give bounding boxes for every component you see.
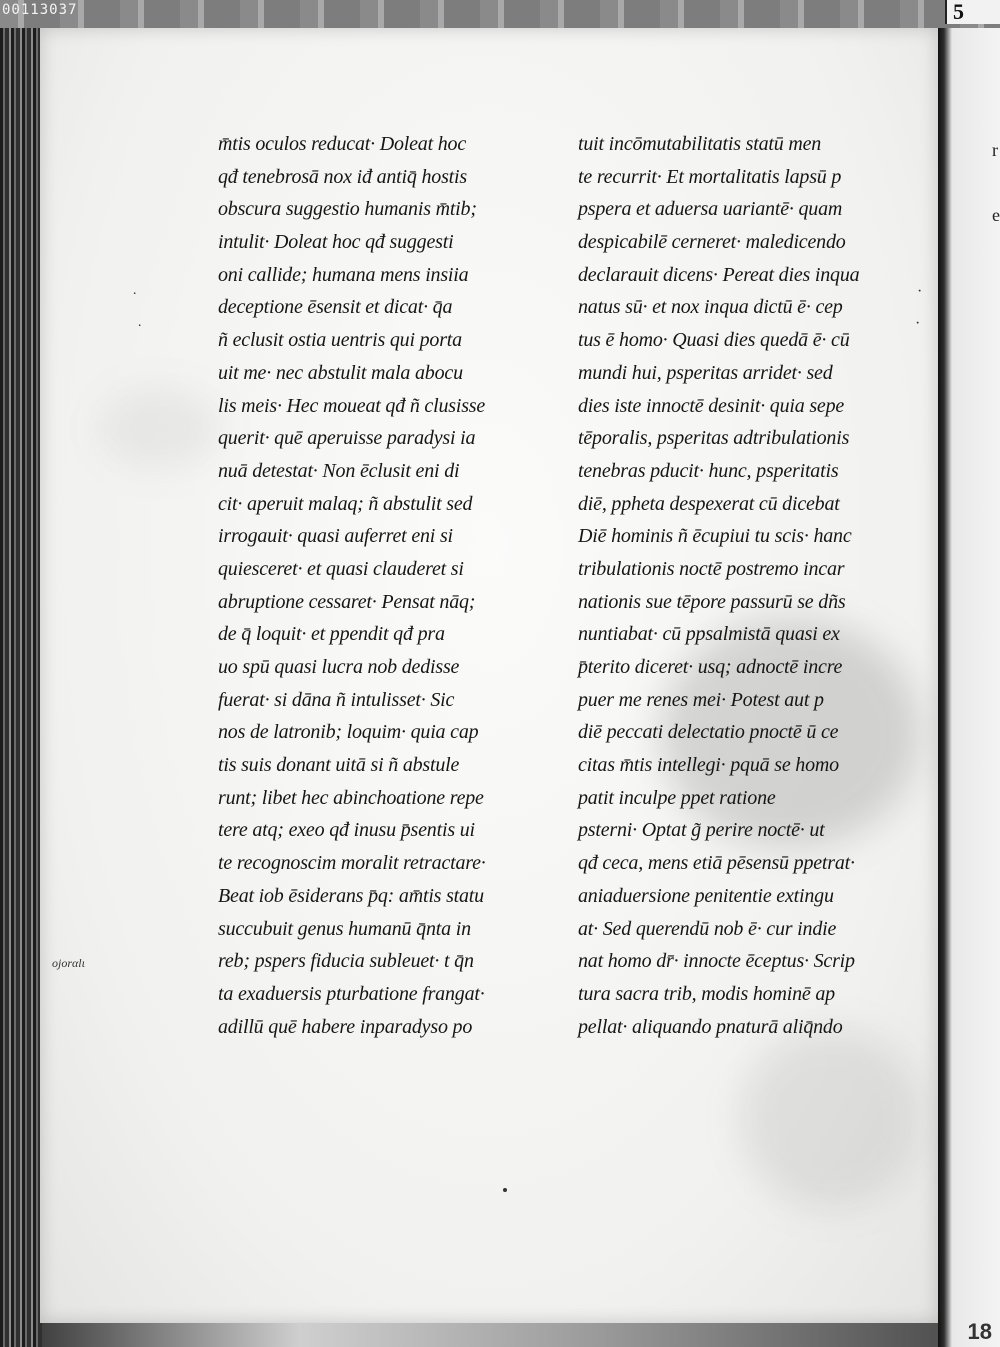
margin-mark: ˙ [137, 322, 143, 339]
text-line: pellat· aliquando pnaturā aliq̄ndo [578, 1015, 843, 1038]
box-number: 5 [945, 0, 1000, 24]
margin-mark: · [917, 283, 923, 300]
text-line: uo spū quasi lucra nob dedisse [218, 656, 460, 678]
text-line: adillū quē habere inparadyso po [218, 1015, 473, 1038]
text-line: nuntiabat· cū ppsalmistā quasi ex [578, 623, 840, 646]
archive-id: 00113037 [2, 2, 78, 18]
text-line: deceptione ēsensit et dicat· q̄a [218, 296, 453, 319]
marginal-note: οjοrαlι [52, 956, 85, 970]
text-line: tere atq; exeo qđ inusu p̄sentis ui [218, 819, 475, 842]
text-line: tenebras pducit· hunc, psperitatis [578, 459, 839, 482]
text-line: natus sū· et nox inqua dictū ē· cep [578, 296, 843, 319]
text-line: nos de latronib; loquim· quia cap [218, 721, 479, 744]
text-line: tuit incōmutabilitatis statū men [578, 133, 822, 155]
text-line: nuā detestat· Non ēclusit eni di [218, 459, 460, 482]
text-line: citas m̄tis intellegi· pquā se homo [578, 754, 839, 777]
text-line: te recurrit· Et mortalitatis lapsū p [578, 165, 842, 188]
text-column-left [218, 128, 486, 1043]
text-line: pspera et aduersa uariantē· quam [578, 198, 843, 221]
text-line: ta exaduersis pturbatione frangat· [218, 982, 485, 1005]
facing-folio-edge [938, 28, 1000, 1347]
text-line: quiesceret· et quasi clauderet si [218, 557, 464, 580]
text-line: tura sacra trib, modis hominē ap [578, 982, 835, 1005]
text-line: te recognoscim moralit retractare· [218, 852, 486, 875]
text-line: nationis sue tēpore passurū se dñs [578, 590, 846, 613]
text-line: ñ eclusit ostia uentris qui porta [218, 329, 462, 352]
text-column-right [578, 128, 859, 1043]
text-line: puer me renes mei· Potest aut p [578, 688, 824, 711]
text-line: m̄tis oculos reducat· Doleat hoc [218, 133, 467, 155]
facing-page-letter: e [992, 205, 1000, 225]
text-line: qđ ceca, mens etiā pēsensū ppetrat· [578, 852, 855, 875]
margin-mark: ˙ [132, 290, 138, 307]
text-line: declarauit dicens· Pereat dies inqua [578, 263, 860, 286]
folio-label: 18 [967, 1319, 992, 1344]
text-line: despicabilē cerneret· maledicendo [578, 231, 846, 254]
text-line: abruptione cessaret· Pensat nāq; [218, 590, 476, 613]
text-line: tribulationis noctē postremo incar [578, 557, 845, 580]
text-line: mundi hui, psperitas arridet· sed [578, 361, 833, 384]
text-line: nat homo dr̄· innocte ēceptus· Scrip [578, 950, 855, 973]
text-line: qđ tenebrosā nox iđ antiq̄ hostis [218, 165, 467, 188]
text-line: uit me· nec abstulit mala abocu [218, 361, 463, 384]
text-line: intulit· Doleat hoc qđ suggesti [218, 231, 454, 254]
faint-stain [100, 388, 220, 468]
text-line: succubuit genus humanū q̄nta in [218, 917, 471, 940]
text-line: psterni· Optat g̃ perire noctē· ut [578, 819, 825, 842]
text-line: Diē hominis ñ ēcupiui tu scis· hanc [578, 525, 852, 548]
text-line: runt; libet hec abinchoatione repe [218, 786, 484, 809]
text-line: dies iste innoctē desinit· quia sepe [578, 394, 845, 417]
scan-top-strip [0, 0, 1000, 28]
text-line: irrogauit· quasi auferret eni si [218, 525, 453, 548]
page-dot [503, 1188, 507, 1192]
text-line: tus ē homo· Quasi dies quedā ē· cū [578, 329, 850, 352]
text-line: de q̄ loquit· et ppendit qđ pra [218, 623, 445, 646]
text-line: diē peccati delectatio pnoctē ū ce [578, 721, 839, 744]
text-line: tēporalis, psperitas adtribulationis [578, 427, 850, 450]
text-line: cit· aperuit malaq; ñ abstulit sed [218, 492, 473, 515]
book-binding-edge [0, 28, 42, 1347]
text-line: diē, ppheta despexerat cū dicebat [578, 492, 840, 515]
text-line: fuerat· si dāna ñ intulisset· Sic [218, 688, 455, 711]
facing-page-letter: r [992, 140, 998, 160]
text-line: querit· quē aperuisse paradysi ia [218, 427, 476, 450]
text-line: reb; pspers fiducia subleuet· t q̄n [218, 950, 474, 973]
text-line: lis meis· Hec moueat qđ ñ clusisse [218, 394, 486, 417]
text-line: p̄terito diceret· usq; adnoctē incre [578, 656, 843, 678]
margin-mark: · [915, 315, 921, 332]
text-line: patit inculpe ppet ratione [578, 786, 776, 809]
text-line: obscura suggestio humanis m̄tib; [218, 198, 477, 221]
text-line: Beat iob ēsiderans p̄q: am̄tis statu [218, 884, 484, 907]
faint-stain [740, 1028, 920, 1208]
text-line: at· Sed querendū nob ē· cur indie [578, 917, 837, 940]
text-line: aniaduersione penitentie extingu [578, 884, 834, 907]
text-line: tis suis donant uitā si ñ abstule [218, 754, 460, 777]
text-line: oni callide; humana mens insiia [218, 263, 469, 286]
